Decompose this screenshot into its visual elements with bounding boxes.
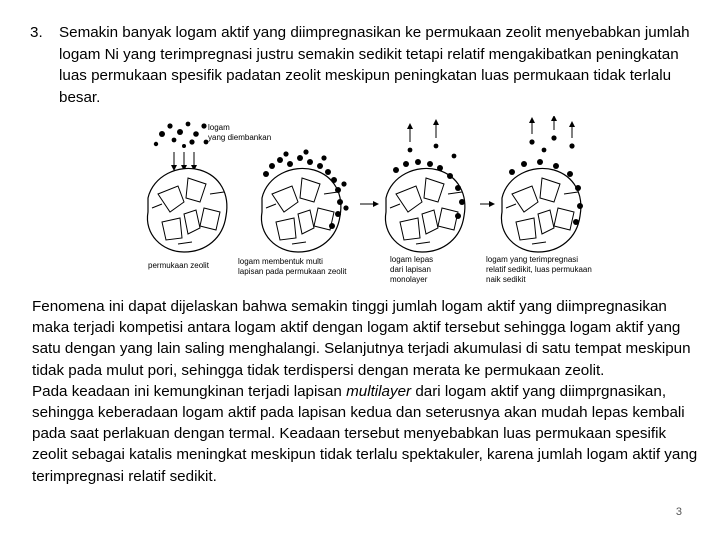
stage-4-zeolite-grain	[501, 168, 580, 252]
stage-3-arrows-up	[410, 122, 436, 142]
stage-1-arrows	[174, 152, 194, 168]
stage-1-zeolite-grain	[147, 168, 226, 252]
label-stage-4-line-2: relatif sedikit, luas permukaan	[486, 265, 592, 274]
figure-illustration	[140, 116, 630, 288]
label-yang-diembankan: yang diembankan	[208, 133, 272, 142]
paragraph-2-end: dari logam aktif yang diimprgnasikan, sehingga keberadaan logam aktif pada lapisan kedua dan seterusnya akan mudah lepas kembali pada saat perlakuan dengan termal. Keadaan tersebut menyebabkan luas permukaan spesifik zeolit sebagai katalis meningkat meskipun tidak terlalu spektakuler, karena jumlah logam aktif yang terimpregnasi relatif sedikit.	[32, 382, 698, 485]
stage-4-arrows-up	[532, 118, 572, 138]
label-stage-3-line-3: monolayer	[390, 275, 428, 284]
point-number: 3.	[30, 24, 43, 41]
label-stage-2-line-2: lapisan pada permukaan zeolit	[238, 267, 347, 276]
stage-1-metal-dots	[154, 122, 209, 148]
stage-3-zeolite-grain	[385, 168, 464, 252]
paragraph-2	[32, 381, 702, 487]
label-stage-2-line-1: logam membentuk multi	[238, 257, 323, 266]
stage-2-zeolite-grain	[261, 168, 340, 252]
italic-multilayer: multilayer	[346, 382, 412, 400]
label-stage-3-line-1: logam lepas	[390, 255, 434, 264]
body-text	[32, 296, 702, 487]
label-stage-4-line-1: logam yang terimpregnasi	[486, 255, 579, 264]
label-logam: logam	[208, 123, 230, 132]
label-stage-3-line-2: dari lapisan	[390, 265, 431, 274]
numbered-point-3	[30, 22, 700, 108]
page-number: 3	[675, 506, 682, 518]
paragraph-2-start: Pada keadaan ini kemungkinan terjadi lapisan	[32, 382, 347, 400]
label-stage-1: permukaan zeolit	[148, 261, 209, 270]
point-text: Semakin banyak logam aktif yang diimpregnasikan ke permukaan zeolit menyebabkan jumlah logam Ni yang terimpregnasi justru semakin sedikit tetapi relatif mengakibatkan peningkatan luas permukaan spesifik padatan zeolit meskipun peningkatan luas permukaan tidak terlalu besar.	[59, 24, 690, 106]
paragraph-1: Fenomena ini dapat dijelaskan bahwa semakin tinggi jumlah logam aktif yang diimpregnasikan maka terjadi kompetisi antara logam aktif dengan logam aktif tersebut sehingga logam aktif yang satu dengan yang lain saling menghalangi. Selanjutnya terjadi akumulasi di satu tempat meskipun tidak pada mulut pori, sehingga tidak terdispersi dengan merata ke permukaan zeolit.	[32, 298, 691, 379]
label-stage-4-line-3: naik sedikit	[486, 275, 526, 284]
zeolite-impregnation-figure	[140, 116, 630, 288]
